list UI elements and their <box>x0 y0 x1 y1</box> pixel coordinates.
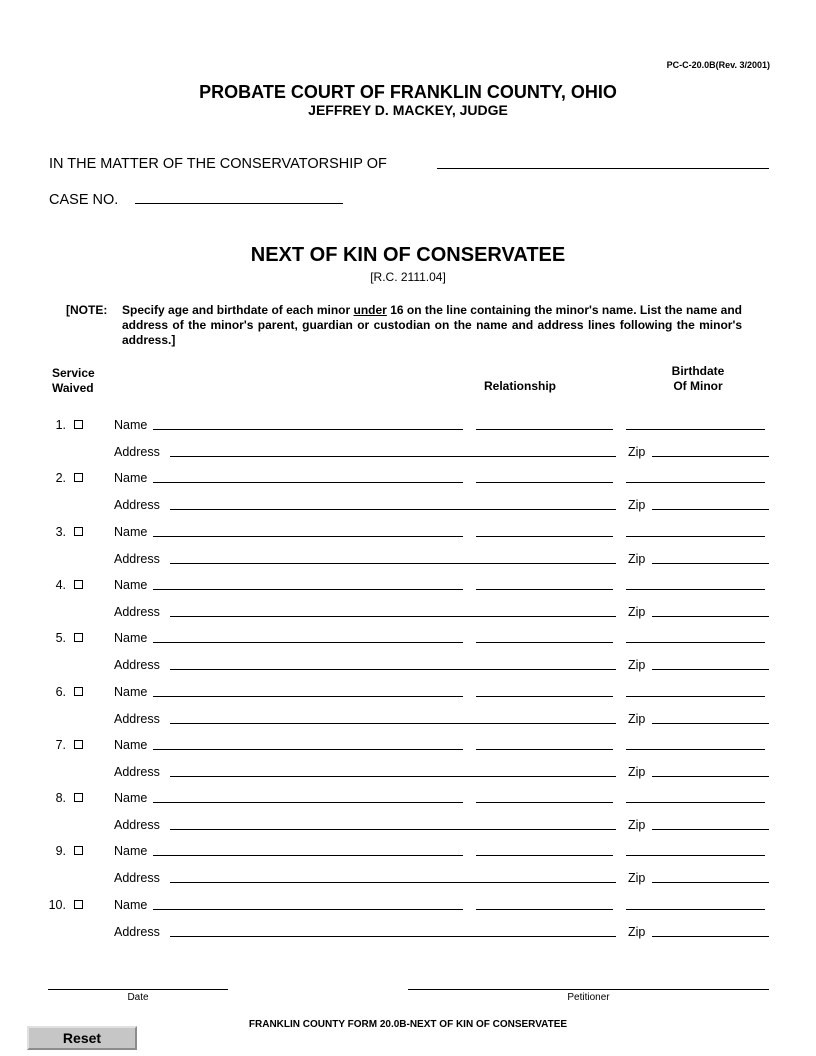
relationship-field[interactable] <box>476 749 613 750</box>
entry-number: 3. <box>55 525 66 539</box>
address-field[interactable] <box>170 509 616 510</box>
judge-name: JEFFREY D. MACKEY, JUDGE <box>308 102 508 118</box>
name-label: Name <box>114 631 148 645</box>
birthdate-field[interactable] <box>626 482 765 483</box>
name-label: Name <box>114 844 148 858</box>
birthdate-header: Birthdate Of Minor <box>671 364 725 393</box>
relationship-field[interactable] <box>476 536 613 537</box>
zip-field[interactable] <box>652 723 769 724</box>
zip-field[interactable] <box>652 829 769 830</box>
zip-label: Zip <box>628 445 646 459</box>
birthdate-field[interactable] <box>626 429 765 430</box>
service-waived-checkbox[interactable] <box>74 420 83 429</box>
date-field[interactable] <box>48 989 228 990</box>
zip-label: Zip <box>628 871 646 885</box>
birthdate-field[interactable] <box>626 802 765 803</box>
conservatorship-name-field[interactable] <box>437 168 769 169</box>
address-label: Address <box>114 818 160 832</box>
note-text-part: Specify age and birthdate of each minor <box>122 303 354 317</box>
birthdate-field[interactable] <box>626 696 765 697</box>
zip-label: Zip <box>628 658 646 672</box>
relationship-field[interactable] <box>476 589 613 590</box>
entry-number: 7. <box>55 738 66 752</box>
name-label: Name <box>114 471 148 485</box>
name-field[interactable] <box>153 589 463 590</box>
birthdate-field[interactable] <box>626 855 765 856</box>
name-label: Name <box>114 738 148 752</box>
name-field[interactable] <box>153 909 463 910</box>
relationship-field[interactable] <box>476 429 613 430</box>
service-waived-checkbox[interactable] <box>74 793 83 802</box>
zip-field[interactable] <box>652 882 769 883</box>
relationship-field[interactable] <box>476 909 613 910</box>
address-field[interactable] <box>170 882 616 883</box>
name-field[interactable] <box>153 482 463 483</box>
form-footer: FRANKLIN COUNTY FORM 20.0B-NEXT OF KIN OF CONSERVATEE <box>248 1019 568 1030</box>
entry-number: 2. <box>55 471 66 485</box>
service-waived-header: Service Waived <box>52 366 95 395</box>
zip-field[interactable] <box>652 456 769 457</box>
name-field[interactable] <box>153 855 463 856</box>
service-waived-checkbox[interactable] <box>74 687 83 696</box>
name-field[interactable] <box>153 696 463 697</box>
date-label: Date <box>127 992 149 1003</box>
name-field[interactable] <box>153 536 463 537</box>
service-waived-checkbox[interactable] <box>74 900 83 909</box>
zip-field[interactable] <box>652 563 769 564</box>
service-waived-checkbox[interactable] <box>74 473 83 482</box>
zip-label: Zip <box>628 498 646 512</box>
address-field[interactable] <box>170 936 616 937</box>
relationship-field[interactable] <box>476 696 613 697</box>
address-field[interactable] <box>170 456 616 457</box>
address-label: Address <box>114 552 160 566</box>
relationship-field[interactable] <box>476 855 613 856</box>
birthdate-field[interactable] <box>626 909 765 910</box>
note-text-part: 16 on the line containing the minor's name. List the name and address of the minor's parent, guardian or custodian on the name and address lines following the minor's address.] <box>122 303 742 347</box>
zip-field[interactable] <box>652 669 769 670</box>
zip-label: Zip <box>628 818 646 832</box>
name-field[interactable] <box>153 642 463 643</box>
entry-number: 9. <box>55 844 66 858</box>
relationship-field[interactable] <box>476 642 613 643</box>
case-no-label: CASE NO. <box>49 192 119 208</box>
address-label: Address <box>114 765 160 779</box>
entry-number: 8. <box>55 791 66 805</box>
address-label: Address <box>114 712 160 726</box>
statute-reference: [R.C. 2111.04] <box>370 270 446 284</box>
name-label: Name <box>114 525 148 539</box>
address-label: Address <box>114 445 160 459</box>
address-field[interactable] <box>170 563 616 564</box>
note-underlined: under <box>353 303 387 317</box>
entry-number: 1. <box>55 418 66 432</box>
zip-label: Zip <box>628 712 646 726</box>
address-label: Address <box>114 658 160 672</box>
zip-field[interactable] <box>652 616 769 617</box>
zip-label: Zip <box>628 605 646 619</box>
reset-button[interactable]: Reset <box>27 1026 137 1050</box>
service-waived-checkbox[interactable] <box>74 580 83 589</box>
name-label: Name <box>114 578 148 592</box>
petitioner-signature-field[interactable] <box>408 989 769 990</box>
zip-label: Zip <box>628 925 646 939</box>
birthdate-field[interactable] <box>626 536 765 537</box>
zip-label: Zip <box>628 552 646 566</box>
service-waived-checkbox[interactable] <box>74 740 83 749</box>
address-field[interactable] <box>170 776 616 777</box>
address-label: Address <box>114 605 160 619</box>
service-waived-checkbox[interactable] <box>74 633 83 642</box>
form-number: PC-C-20.0B(Rev. 3/2001) <box>666 60 770 70</box>
entry-number: 6. <box>55 685 66 699</box>
birthdate-field[interactable] <box>626 589 765 590</box>
address-label: Address <box>114 871 160 885</box>
address-field[interactable] <box>170 616 616 617</box>
birthdate-field[interactable] <box>626 749 765 750</box>
note-text <box>122 303 742 348</box>
petitioner-label: Petitioner <box>567 992 610 1003</box>
form-title: NEXT OF KIN OF CONSERVATEE <box>250 244 566 266</box>
zip-label: Zip <box>628 765 646 779</box>
address-field[interactable] <box>170 829 616 830</box>
name-label: Name <box>114 418 148 432</box>
address-field[interactable] <box>170 723 616 724</box>
name-field[interactable] <box>153 749 463 750</box>
conservatorship-label: IN THE MATTER OF THE CONSERVATORSHIP OF <box>49 156 387 172</box>
zip-field[interactable] <box>652 509 769 510</box>
birthdate-field[interactable] <box>626 642 765 643</box>
name-field[interactable] <box>153 802 463 803</box>
address-label: Address <box>114 925 160 939</box>
service-waived-checkbox[interactable] <box>74 846 83 855</box>
relationship-header: Relationship <box>483 379 556 393</box>
name-label: Name <box>114 898 148 912</box>
zip-field[interactable] <box>652 936 769 937</box>
entry-number: 10. <box>48 898 66 912</box>
relationship-field[interactable] <box>476 802 613 803</box>
name-label: Name <box>114 685 148 699</box>
entry-number: 5. <box>55 631 66 645</box>
zip-field[interactable] <box>652 776 769 777</box>
name-field[interactable] <box>153 429 463 430</box>
note-lead: [NOTE: <box>66 303 108 317</box>
relationship-field[interactable] <box>476 482 613 483</box>
service-waived-checkbox[interactable] <box>74 527 83 536</box>
case-no-field[interactable] <box>135 203 343 204</box>
entry-number: 4. <box>55 578 66 592</box>
address-label: Address <box>114 498 160 512</box>
address-field[interactable] <box>170 669 616 670</box>
court-name: PROBATE COURT OF FRANKLIN COUNTY, OHIO <box>199 82 617 102</box>
name-label: Name <box>114 791 148 805</box>
